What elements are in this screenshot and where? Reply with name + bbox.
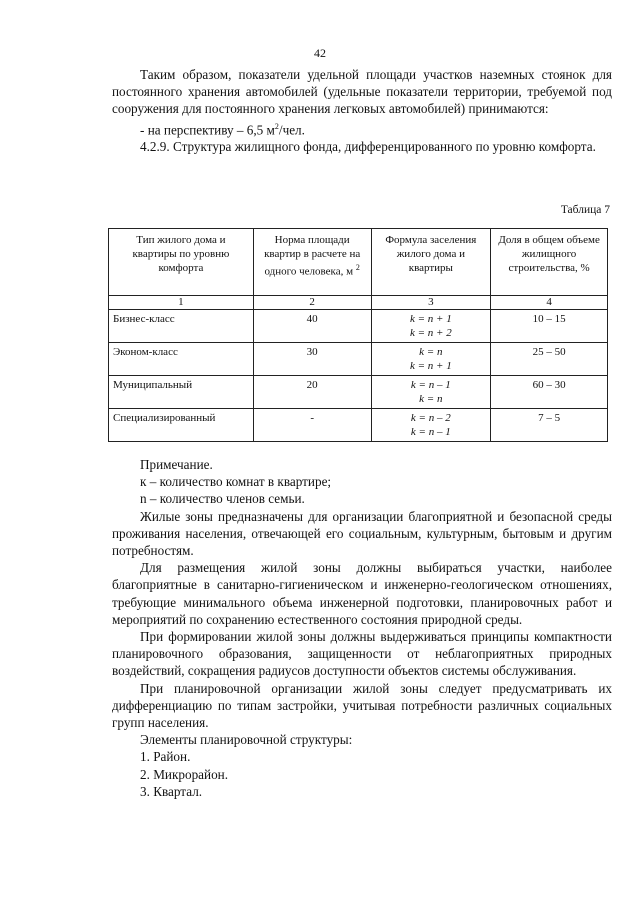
element-item: 3. Квартал.: [140, 783, 203, 799]
col-number: 1: [109, 296, 254, 310]
formula-line: k = n + 2: [409, 327, 452, 339]
note-title: Примечание.: [140, 457, 213, 472]
cell-formula: [371, 376, 491, 409]
element-item: 1. Район.: [140, 749, 191, 765]
paragraph-parking: Таким образом, показатели удельной площади участков наземных стоянок для постоянного хранения автомобилей (удельные показатели территории, требуемой под сооружения для постоянного хранения легковых автомобилей) принимаются:: [112, 67, 612, 117]
cell-formula: [371, 343, 491, 376]
header-norm: [253, 229, 371, 296]
cell-share: 60 – 30: [491, 376, 608, 409]
formula-line: k = n – 1: [410, 379, 451, 391]
cell-type: Муниципальный: [109, 376, 254, 409]
section-heading-4-2-9: 4.2.9. Структура жилищного фонда, дифференцированного по уровню комфорта.: [140, 139, 596, 155]
paragraph-sites: Для размещения жилой зоны должны выбираться участки, наиболее благоприятные в санитарно-гигиеническом и инженерно-геологическом отношениях, требующие минимального объема инженерной подготовки, планировочных работ и мероприятий по сохранению естественного состояния природной среды.: [112, 560, 612, 627]
cell-norm: 20: [253, 376, 371, 409]
cell-norm: 40: [253, 310, 371, 343]
paragraph-zones: Жилые зоны предназначены для организации благоприятной и безопасной среды проживания населения, отвечающей его социальным, культурным, бытовым и другим потребностям.: [112, 508, 612, 559]
header-norm-text: Норма площади квартир в расчете на одного человека, м: [264, 234, 361, 278]
formula-line: k = n + 1: [409, 313, 452, 325]
formula-line: k = n – 2: [410, 412, 451, 424]
cell-norm: -: [253, 409, 371, 442]
table-header-row: [109, 229, 608, 296]
housing-structure-table: [108, 228, 608, 442]
table-row: [109, 409, 608, 442]
cell-type: Бизнес-класс: [109, 310, 254, 343]
header-norm-sup: 2: [355, 263, 360, 272]
paragraph-principles: При формировании жилой зоны должны выдерживаться принципы компактности планировочного образования, защищенности от неблагоприятных природных воздействий, сокращения радиусов доступности объектов системы обслуживания.: [112, 629, 612, 679]
table-row: [109, 376, 608, 409]
cell-norm: 30: [253, 343, 371, 376]
col-number: 4: [491, 296, 608, 310]
cell-type: Специализированный: [109, 409, 254, 442]
table-row: [109, 343, 608, 376]
elements-title: Элементы планировочной структуры:: [140, 732, 353, 748]
col-number: 2: [253, 296, 371, 310]
header-formula: Формула заселения жилого дома и квартиры: [371, 229, 491, 296]
table-row: [109, 310, 608, 343]
col-number: 3: [371, 296, 491, 310]
page-number: 42: [314, 46, 326, 60]
cell-formula: [371, 409, 491, 442]
perspective-sup: 2: [274, 121, 279, 131]
table-caption: Таблица 7: [560, 204, 610, 216]
formula-line: k = n – 1: [410, 426, 451, 438]
formula-line: k = n + 1: [409, 360, 452, 372]
element-item: 2. Микрорайон.: [140, 766, 229, 782]
cell-formula: [371, 310, 491, 343]
formula-line: k = n: [419, 346, 443, 358]
header-share: Доля в общем объеме жилищного строительства, %: [491, 229, 608, 296]
cell-type: Эконом-класс: [109, 343, 254, 376]
column-number-row: [109, 296, 608, 310]
cell-share: 7 – 5: [491, 409, 608, 442]
cell-share: 25 – 50: [491, 343, 608, 376]
note-k: к – количество комнат в квартире;: [140, 474, 332, 490]
formula-line: k = n: [419, 393, 443, 405]
paragraph-differentiation: При планировочной организации жилой зоны следует предусматривать их дифференциацию по типам застройки, учитывая потребности различных социальных групп населения.: [112, 680, 612, 731]
header-type: Тип жилого дома и квартиры по уровню комфорта: [109, 229, 254, 296]
perspective-text: - на перспективу – 6,5 м: [140, 122, 275, 137]
cell-share: 10 – 15: [491, 310, 608, 343]
perspective-unit: /чел.: [278, 122, 305, 137]
note-n: n – количество членов семьи.: [140, 491, 305, 507]
perspective-line: [112, 118, 612, 139]
intro-block: [112, 66, 612, 155]
body-block: [112, 456, 612, 800]
